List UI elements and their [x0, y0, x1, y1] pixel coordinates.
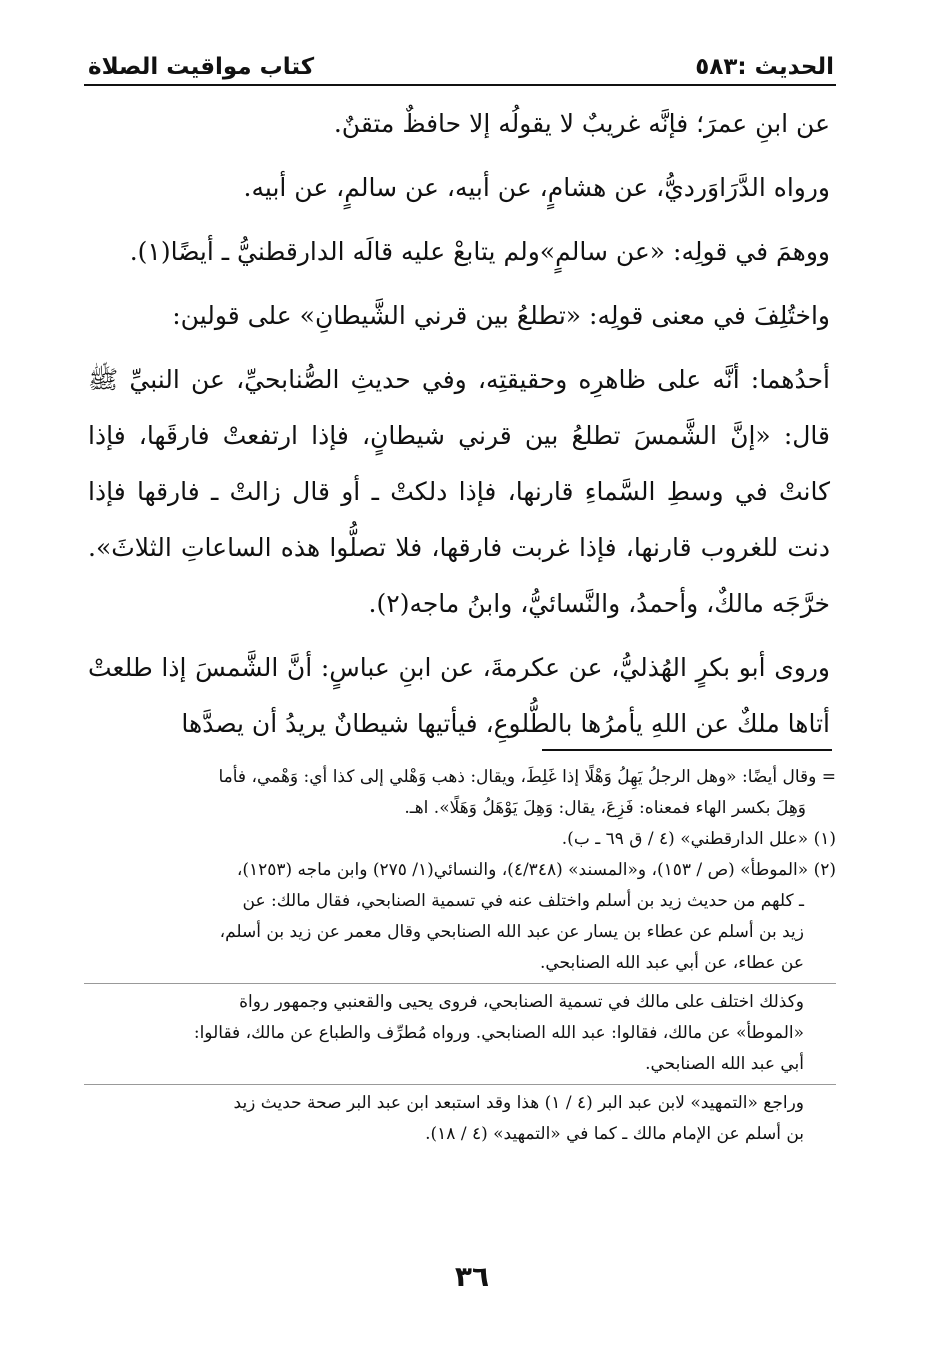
paragraph: واختُلِفَ في معنى قولِه: «تطلعُ بين قرني الشَّيطانِ» على قولين:	[172, 301, 830, 330]
hadith-reference: الحديث :٥٨٣	[695, 54, 834, 80]
footnote-2-line: أبي عبد الله الصنابحي.	[645, 1054, 804, 1074]
footnote-continued-line: = وقال أيضًا: «وهل الرجلُ يَهِلُ وَهْلًا إذا غَلِطَ، ويقال: ذهب وَهْلي إلى كذا أي: وَهْمي، فأما	[218, 767, 836, 787]
footnote-separator	[84, 983, 836, 984]
footnote-2-line: زيد بن أسلم عن عطاء بن يسار عن عبد الله الصنابحي وقال معمر عن زيد بن أسلم،	[219, 922, 804, 942]
paragraph: وروى أبو بكرٍ الهُذليُّ، عن عكرمةَ، عن ابنِ عباسٍ: أنَّ الشَّمسَ إذا طلعتْ أتاها ملكٌ عن اللهِ يأمرُها بالطُّلوعِ، فيأتيها شيطانٌ يريدُ أن يصدَّها	[88, 653, 830, 738]
paragraph: عن ابنِ عمرَ؛ فإنَّه غريبٌ لا يقولُه إلا حافظٌ متقنٌ.	[333, 109, 830, 138]
footnote-2-line: (٢) «الموطأ» (ص / ١٥٣)، و«المسند» (٤/٣٤٨)، والنسائي(١/ ٢٧٥) وابن ماجه (١٢٥٣)،	[236, 860, 836, 880]
header-rule	[84, 84, 836, 86]
footnote-2-line: وراجع «التمهيد» لابن عبد البر (٤ / ١) هذا وقد استبعد ابن عبد البر صحة حديث زيد	[233, 1093, 804, 1113]
footnote-2-line: وكذلك اختلف على مالك في تسمية الصنابحي، فروى يحيى والقعنبي وجمهور رواة	[239, 992, 804, 1012]
main-text	[88, 96, 830, 752]
footnote-separator	[84, 1084, 836, 1085]
footnotes	[84, 762, 836, 1150]
footnote-2-line: عن عطاء، عن أبي عبد الله الصنابحي.	[539, 953, 804, 973]
paragraph: ورواه الدَّرَاوَرديُّ، عن هشامٍ، عن أبيه، عن سالمٍ، عن أبيه.	[243, 173, 830, 202]
paragraph: أحدُهما: أنَّه على ظاهرِه وحقيقتِه، وفي حديثِ الصُّنابحيِّ، عن النبيِّ ﷺ قال: «إنَّ الشَّمسَ تطلعُ بين قرني شيطانٍ، فإذا ارتفعتْ فارقَها، فإذا كانتْ في وسطِ السَّماءِ قارنها، فإذا دلكتْ ـ أو قال زالتْ ـ فارقها فإذا دنت للغروب قارنها، فإذا غربت فارقها، فلا تصلُّوا هذه الساعاتِ الثلاثَ». خرَّجَه مالكٌ، وأحمدُ، والنَّسائيُّ، وابنُ ماجه(٢).	[88, 365, 830, 618]
book-title: كتاب مواقيت الصلاة	[88, 54, 315, 80]
footnote-2-line: ـ كلهم من حديث زيد بن أسلم واختلف عنه في تسمية الصنابحي، فقال مالك: عن	[242, 891, 804, 911]
footnote-2-line: «الموطأ» عن مالك، فقالوا: عبد الله الصنابحي. ورواه مُطرِّف والطباع عن مالك، فقالوا:	[193, 1023, 804, 1043]
footnote-rule	[542, 749, 832, 751]
running-header	[88, 44, 834, 80]
paragraph: ووهمَ في قولِه: «عن سالمٍ»ولم يتابعْ عليه قالَه الدارقطنيُّ ـ أيضًا(١).	[129, 237, 830, 266]
page-number: ٣٦	[454, 1260, 490, 1293]
footnote-1: (١) «علل الدارقطني» (٤ / ق ٦٩ ـ ب).	[561, 829, 836, 849]
footnote-2-line: بن أسلم عن الإمام مالك ـ كما في «التمهيد» (٤ / ١٨).	[425, 1124, 804, 1144]
footnote-continued-line: وَهِلَ بكسر الهاء فمعناه: فَزِعَ، يقال: وَهِلَ يَوْهَلُ وَهَلًا». اهـ.	[404, 798, 806, 818]
